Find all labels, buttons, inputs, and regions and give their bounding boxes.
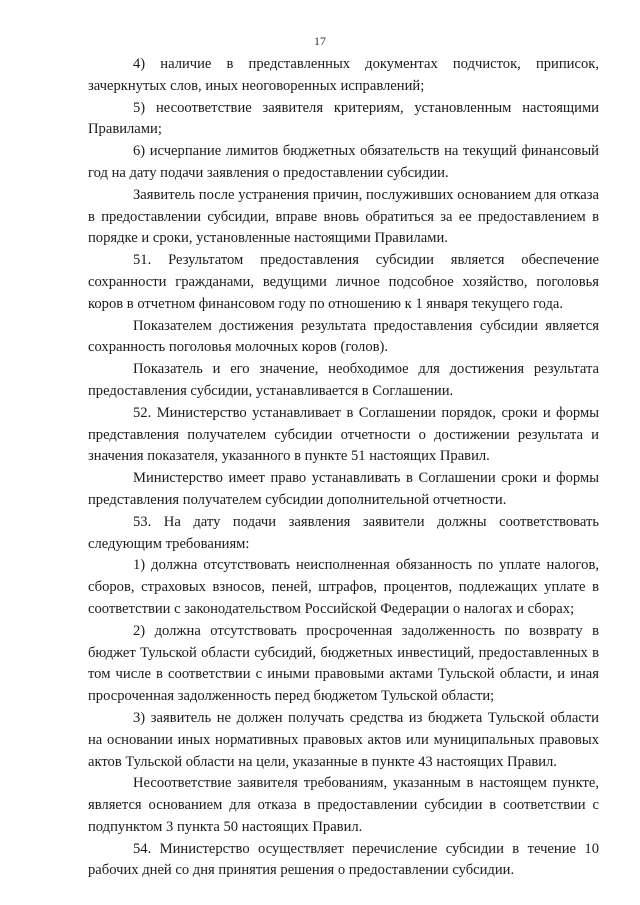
paragraph-52: 52. Министерство устанавливает в Соглашении порядок, сроки и формы представления получателем субсидии отчетности о достижении результата и значения показателя, указанного в пункте 51 настоящих Правил. <box>88 404 599 465</box>
paragraph-indicator: Показателем достижения результата предоставления субсидии является сохранность поголовья молочных коров (голов). <box>88 317 599 356</box>
paragraph-item-6: 6) исчерпание лимитов бюджетных обязательств на текущий финансовый год на дату подачи заявления о предоставлении субсидии. <box>88 143 599 181</box>
paragraph-requirement-1: 1) должна отсутствовать неисполненная обязанность по уплате налогов, сборов, страховых взносов, пеней, штрафов, процентов, подлежащих уплате в соответствии с законодательством Российской Федерации о налогах и сборах; <box>88 557 599 617</box>
paragraph-54: 54. Министерство осуществляет перечисление субсидии в течение 10 рабочих дней со дня принятия решения о предоставлении субсидии. <box>88 840 599 879</box>
paragraph-requirement-2: 2) должна отсутствовать просроченная задолженность по возврату в бюджет Тульской области субсидий, бюджетных инвестиций, предоставленных в том числе в соответствии с иными правовыми актами Тульской области, и иная просроченная задолженность перед бюджетом Тульской области; <box>88 622 599 705</box>
paragraph-requirement-3: 3) заявитель не должен получать средства из бюджета Тульской области на основании иных нормативных правовых актов или муниципальных правовых актов Тульской области на цели, указанные в пункте 43 настоящих Правил. <box>88 709 599 770</box>
paragraph-extra-reporting: Министерство имеет право устанавливать в Соглашении сроки и формы представления получателем субсидии дополнительной отчетности. <box>88 470 599 508</box>
document-body <box>88 54 599 882</box>
paragraph-noncompliance: Несоответствие заявителя требованиям, указанным в настоящем пункте, является основанием для отказа в предоставлении субсидии в соответствии с подпунктом 3 пункта 50 настоящих Правил. <box>88 775 599 835</box>
page-number: 17 <box>314 34 326 48</box>
paragraph-reapply: Заявитель после устранения причин, послуживших основанием для отказа в предоставлении субсидии, вправе вновь обратиться за ее предоставлением в порядке и сроки, установленные настоящими Правилами. <box>88 186 599 247</box>
paragraph-53: 53. На дату подачи заявления заявители должны соответствовать следующим требованиям: <box>88 513 599 552</box>
paragraph-indicator-value: Показатель и его значение, необходимое для достижения результата предоставления субсидии, устанавливается в Соглашении. <box>88 361 599 399</box>
paragraph-51: 51. Результатом предоставления субсидии является обеспечение сохранности гражданами, ведущими личное подсобное хозяйство, поголовья коров в отчетном финансовом году по отношению к 1 января текущего года. <box>88 252 599 312</box>
paragraph-item-4: 4) наличие в представленных документах подчисток, приписок, зачеркнутых слов, иных неоговоренных исправлений; <box>88 56 599 94</box>
paragraph-item-5: 5) несоответствие заявителя критериям, установленным настоящими Правилами; <box>88 99 599 138</box>
